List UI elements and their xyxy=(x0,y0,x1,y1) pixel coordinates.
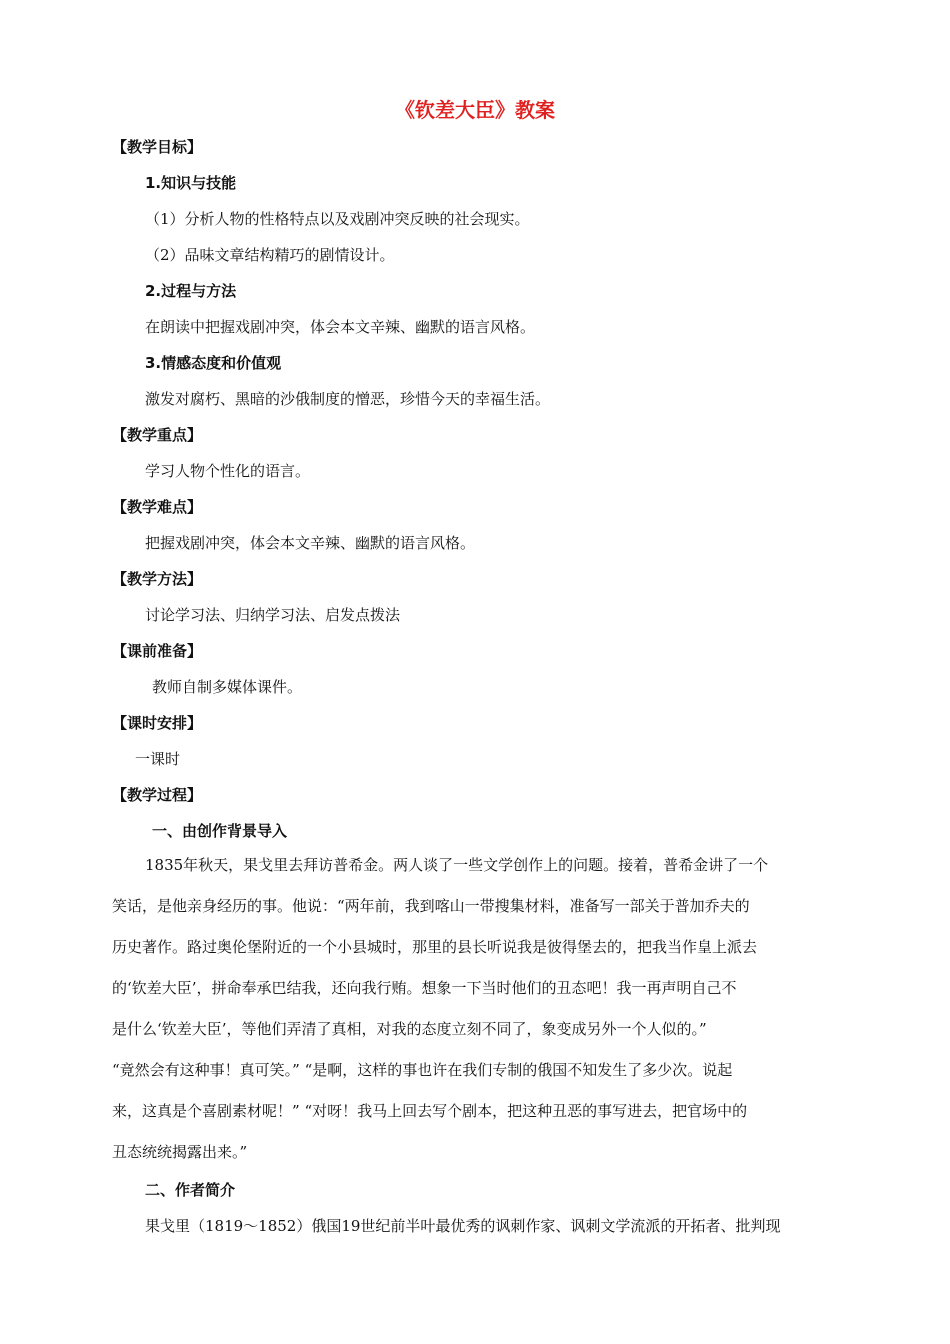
process-text: 在朗读中把握戏剧冲突，体会本文辛辣、幽默的语言风格。 xyxy=(145,318,536,336)
subheading-knowledge: 1.知识与技能 xyxy=(145,174,237,192)
paragraph-line: 来，这真是个喜剧素材呢！” “对呀！我马上回去写个剧本，把这种丑恶的事写进去，把官场中的 xyxy=(112,1102,748,1120)
paragraph-line: “竟然会有这种事！真可笑。” “是啊，这样的事也许在我们专制的俄国不知发生了多少次。说起 xyxy=(112,1061,733,1079)
section-heading-methods: 【教学方法】 xyxy=(112,570,203,588)
section-heading-preparation: 【课前准备】 xyxy=(112,642,203,660)
document-title: 《钦差大臣》教案 xyxy=(395,98,555,122)
subheading-process: 2.过程与方法 xyxy=(145,282,237,300)
section-heading-objectives: 【教学目标】 xyxy=(112,138,203,156)
paragraph-line: 的‘钦差大臣’，拼命奉承巴结我，还向我行贿。想象一下当时他们的丑态吧！我一再声明自己不 xyxy=(112,979,737,997)
section-heading-difficulties: 【教学难点】 xyxy=(112,498,203,516)
objective-item-2: （2）品味文章结构精巧的剧情设计。 xyxy=(145,246,395,264)
difficulties-text: 把握戏剧冲突，体会本文辛辣、幽默的语言风格。 xyxy=(145,534,476,552)
paragraph-line: 果戈里（1819～1852）俄国19世纪前半叶最优秀的讽刺作家、讽刺文学流派的开拓者、批判现 xyxy=(145,1217,781,1235)
section-heading-key-points: 【教学重点】 xyxy=(112,426,203,444)
paragraph-line: 历史著作。路过奥伦堡附近的一个小县城时，那里的县长听说我是彼得堡去的，把我当作皇上派去 xyxy=(112,938,758,956)
emotion-text: 激发对腐朽、黑暗的沙俄制度的憎恶，珍惜今天的幸福生活。 xyxy=(145,390,551,408)
subheading-emotion: 3.情感态度和价值观 xyxy=(145,354,282,372)
section-heading-schedule: 【课时安排】 xyxy=(112,714,203,732)
subheading-part2: 二、作者简介 xyxy=(145,1181,236,1199)
objective-item-1: （1）分析人物的性格特点以及戏剧冲突反映的社会现实。 xyxy=(145,210,530,228)
subheading-part1: 一、由创作背景导入 xyxy=(152,822,288,840)
paragraph-line: 丑态统统揭露出来。” xyxy=(112,1143,248,1161)
preparation-text: 教师自制多媒体课件。 xyxy=(152,678,303,696)
schedule-text: 一课时 xyxy=(135,750,181,768)
paragraph-line: 是什么‘钦差大臣’，等他们弄清了真相，对我的态度立刻不同了，象变成另外一个人似的。” xyxy=(112,1020,707,1038)
key-points-text: 学习人物个性化的语言。 xyxy=(145,462,311,480)
methods-text: 讨论学习法、归纳学习法、启发点拨法 xyxy=(145,606,401,624)
paragraph-line: 1835年秋天，果戈里去拜访普希金。两人谈了一些文学创作上的问题。接着，普希金讲了一个 xyxy=(145,856,769,874)
paragraph-line: 笑话，是他亲身经历的事。他说：“两年前，我到喀山一带搜集材料，准备写一部关于普加乔夫的 xyxy=(112,897,750,915)
section-heading-process: 【教学过程】 xyxy=(112,786,203,804)
